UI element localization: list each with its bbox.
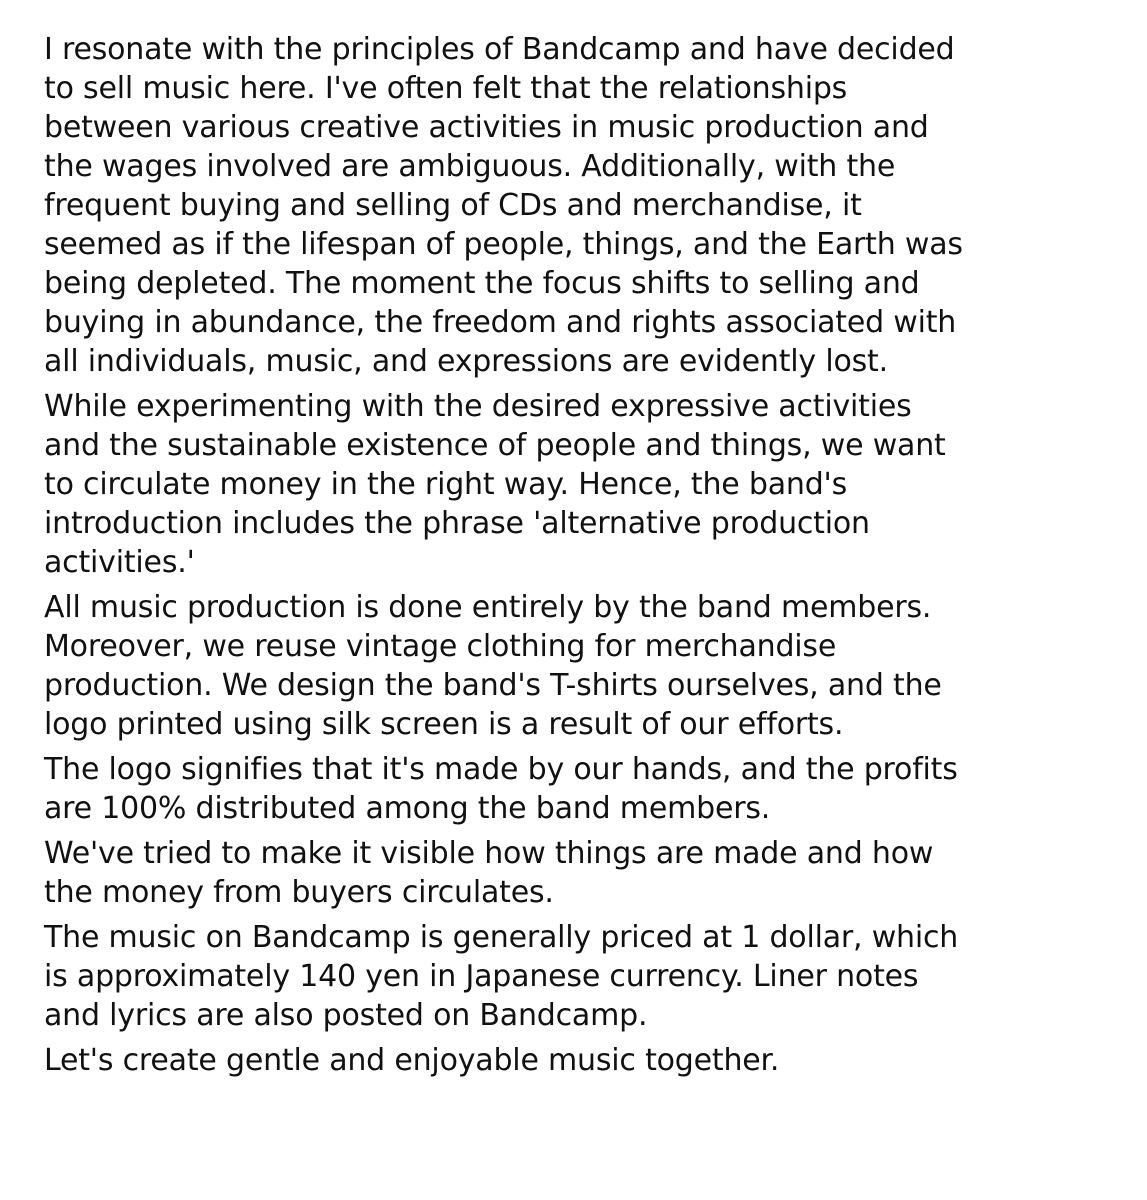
text-line: The logo signifies that it's made by our hands, and the profits [44, 752, 958, 787]
text-line: and lyrics are also posted on Bandcamp. [44, 998, 648, 1033]
text-line: the wages involved are ambiguous. Additionally, with the [44, 149, 896, 184]
text-line: buying in abundance, the freedom and rights associated with [44, 305, 957, 340]
paragraph-3 [44, 588, 1114, 744]
text-line: to circulate money in the right way. Hence, the band's [44, 467, 848, 502]
paragraph-7 [44, 1041, 1114, 1080]
text-line: between various creative activities in music production and [44, 110, 929, 145]
paragraph-4 [44, 750, 1114, 828]
text-line: While experimenting with the desired expressive activities [44, 389, 912, 424]
document-body [44, 30, 1114, 1086]
text-line: The music on Bandcamp is generally priced at 1 dollar, which [44, 920, 959, 955]
text-line: the money from buyers circulates. [44, 875, 554, 910]
paragraph-5 [44, 834, 1114, 912]
text-line: and the sustainable existence of people and things, we want [44, 428, 946, 463]
text-line: is approximately 140 yen in Japanese currency. Liner notes [44, 959, 919, 994]
text-line: production. We design the band's T-shirts ourselves, and the [44, 668, 942, 703]
paragraph-2 [44, 387, 1114, 582]
text-line: I resonate with the principles of Bandcamp and have decided [44, 32, 955, 67]
text-line: Let's create gentle and enjoyable music together. [44, 1043, 780, 1078]
text-line: seemed as if the lifespan of people, things, and the Earth was [44, 227, 963, 262]
text-line: all individuals, music, and expressions are evidently lost. [44, 344, 888, 379]
text-line: are 100% distributed among the band members. [44, 791, 771, 826]
text-line: to sell music here. I've often felt that the relationships [44, 71, 848, 106]
text-line: logo printed using silk screen is a result of our efforts. [44, 707, 844, 742]
paragraph-1 [44, 30, 1114, 381]
text-line: All music production is done entirely by the band members. [44, 590, 932, 625]
paragraph-6 [44, 918, 1114, 1035]
text-line: introduction includes the phrase 'alternative production [44, 506, 870, 541]
text-line: Moreover, we reuse vintage clothing for merchandise [44, 629, 837, 664]
text-line: frequent buying and selling of CDs and merchandise, it [44, 188, 862, 223]
text-line: We've tried to make it visible how things are made and how [44, 836, 934, 871]
text-line: activities.' [44, 545, 195, 580]
text-line: being depleted. The moment the focus shifts to selling and [44, 266, 920, 301]
